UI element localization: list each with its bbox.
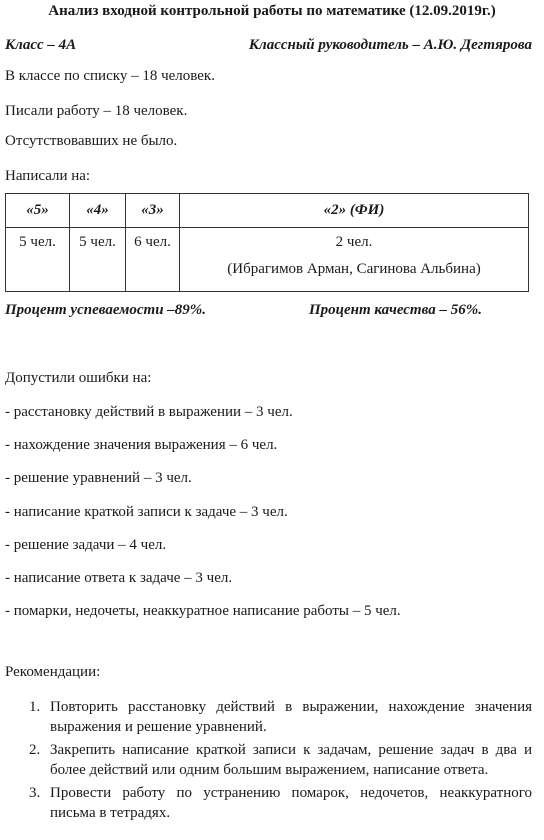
absent-line: Отсутствовавших не было. [5,133,178,149]
grade-2-cell [180,228,529,292]
grade-3-header: «3» [126,194,180,228]
error-item: - написание краткой записи к задаче – 3 чел. [5,504,288,520]
grade-3-count: 6 чел. [126,228,180,292]
grade-5-count: 5 чел. [6,228,70,292]
error-item: - расстановку действий в выражении – 3 чел. [5,404,293,420]
recommendation-item: 1. Повторить расстановку действий в выражении, нахождение значения выражения и решение уравнений. [44,697,532,737]
grade-4-header: «4» [70,194,126,228]
errors-heading: Допустили ошибки на: [5,370,152,386]
grade-2-names: (Ибрагимов Арман, Сагинова Альбина) [227,261,481,277]
recommendations-heading: Рекомендации: [5,664,101,680]
recommendation-item: 3. Провести работу по устранению помарок, недочетов, неаккуратного письма в тетрадях. [44,783,532,823]
grades-table [5,193,529,292]
grade-5-header: «5» [6,194,70,228]
recommendation-item: 2. Закрепить написание краткой записи к задачам, решение задач в два и более действий или одним большим выражением, написание ответа. [44,740,532,780]
grade-4-count: 5 чел. [70,228,126,292]
recommendations-list [0,697,532,826]
grades-values-row [6,228,529,292]
error-item: - нахождение значения выражения – 6 чел. [5,437,278,453]
teacher-label: Классный руководитель – А.Ю. Дегтярова [248,37,532,53]
error-item: - написание ответа к задаче – 3 чел. [5,570,233,586]
wrote-on-line: Написали на: [5,168,91,184]
error-item: - решение задачи – 4 чел. [5,537,167,553]
grades-header-row [6,194,529,228]
error-item: - помарки, недочеты, неаккуратное написание работы – 5 чел. [5,603,401,619]
quality-rate: Процент качества – 56%. [309,302,482,318]
error-item: - решение уравнений – 3 чел. [5,470,192,486]
success-rate: Процент успеваемости –89%. [5,302,207,318]
document-title: Анализ входной контрольной работы по математике (12.09.2019г.) [48,3,496,19]
class-label: Класс – 4А [5,37,77,53]
wrote-line: Писали работу – 18 человек. [5,103,188,119]
grade-2-header: «2» (ФИ) [180,194,529,228]
students-total-line: В классе по списку – 18 человек. [5,68,215,84]
grade-2-count: 2 чел. [335,234,373,250]
